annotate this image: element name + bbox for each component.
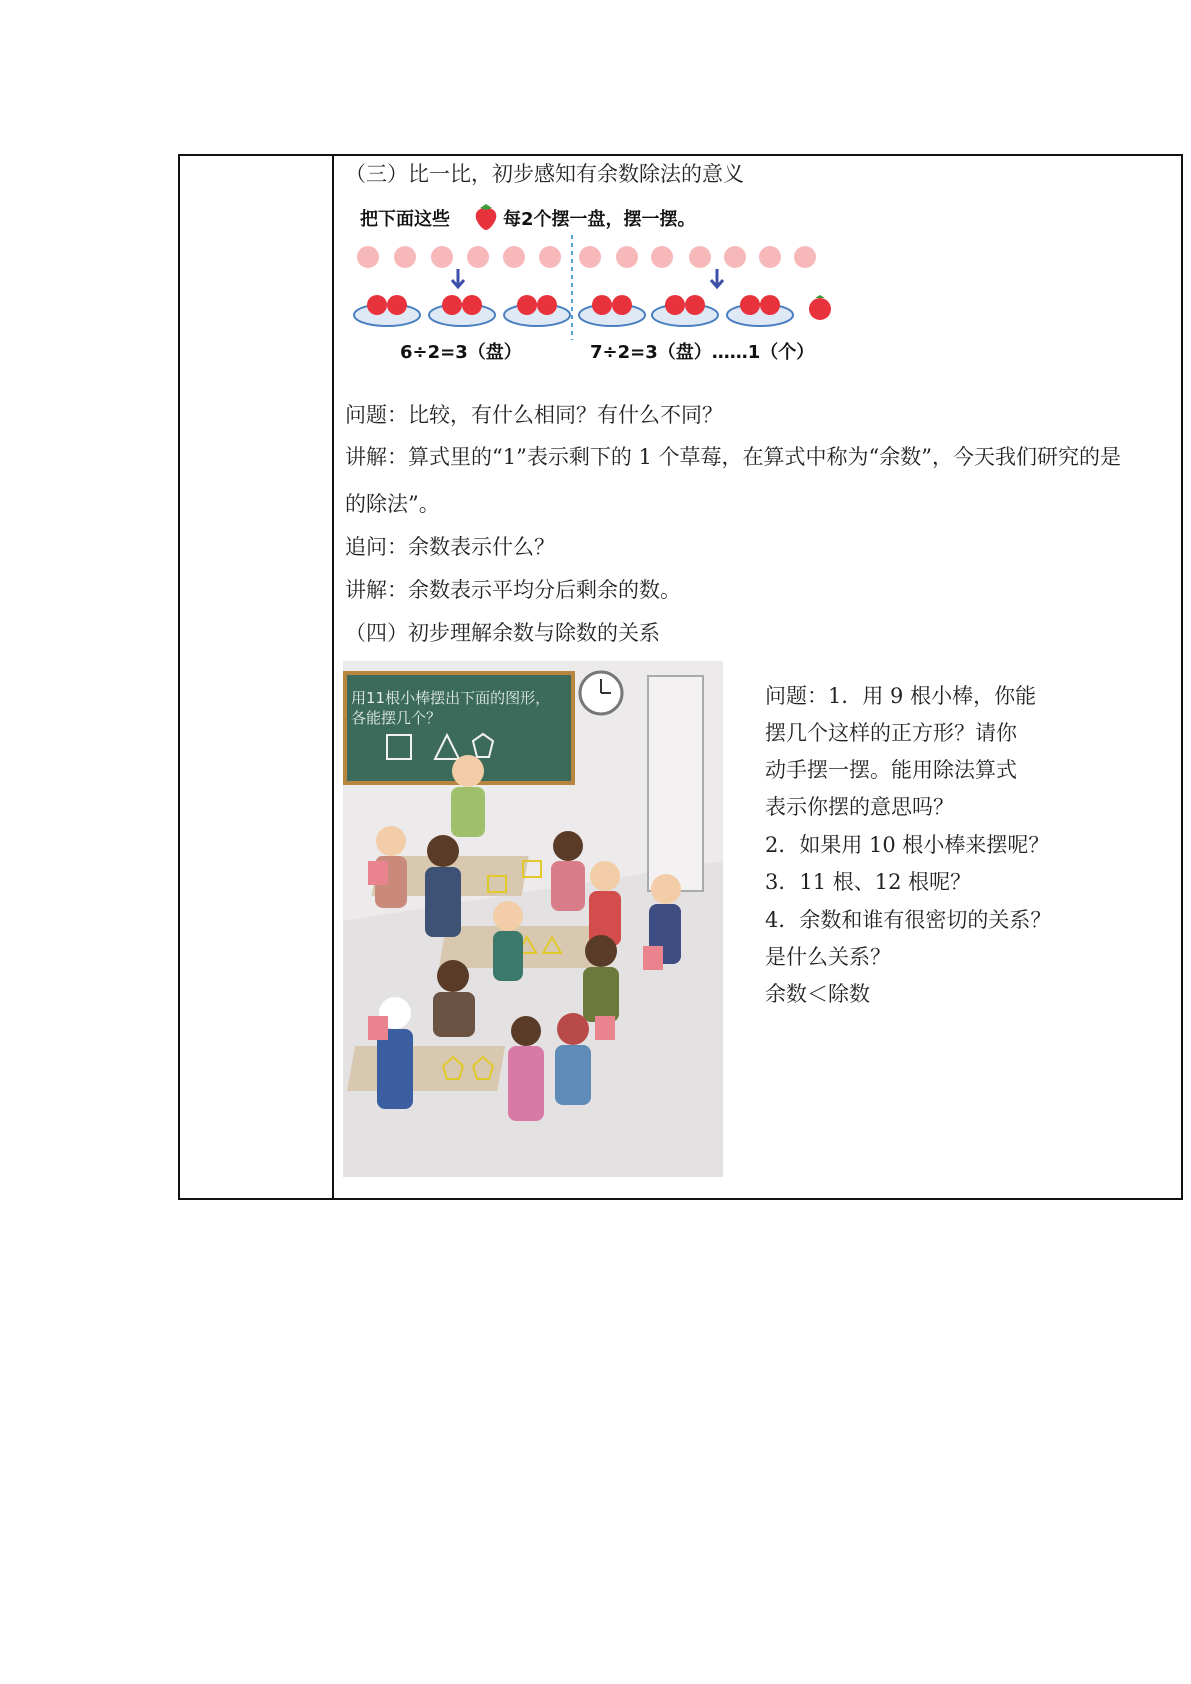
strawberry-faded-13 [794, 246, 816, 268]
child-11 [555, 1013, 591, 1105]
strawberry-faded-5 [503, 246, 525, 268]
plate-5 [652, 295, 718, 326]
plate-2 [429, 295, 495, 326]
strawberry-faded-7 [579, 246, 601, 268]
arrow-down-icon [711, 269, 723, 287]
figure-instruction-pre: 把下面这些 [360, 209, 450, 230]
section3-heading: （三）比一比，初步感知有余数除法的意义 [345, 162, 744, 186]
figure-instruction-post: 每2个摆一盘，摆一摆。 [503, 209, 696, 230]
equation-left: 6÷2=3（盘） [400, 342, 522, 363]
answer-remainder-less-than-divisor: 余数＜除数 [765, 982, 870, 1006]
strawberry-faded-11 [724, 246, 746, 268]
question-line-3: 动手摆一摆。能用除法算式 [765, 758, 1017, 782]
child-2 [425, 835, 461, 937]
child-3 [551, 831, 585, 911]
strawberry-faded-2 [394, 246, 416, 268]
question-line-5: 2．如果用 10 根小棒来摆呢？ [765, 833, 1050, 857]
explain-meaning: 讲解：余数表示平均分后剩余的数。 [345, 578, 681, 602]
child-6 [493, 901, 523, 981]
child-10 [508, 1016, 544, 1121]
strawberry-faded-9 [651, 246, 673, 268]
board-text-line2: 各能摆几个？ [351, 709, 442, 727]
strawberry-faded-6 [539, 246, 561, 268]
explain-remainder-line2: 的除法”。 [345, 492, 440, 516]
plate-3 [504, 295, 570, 326]
plate-1 [354, 295, 420, 326]
board-text-line1: 用11根小棒摆出下面的图形， [351, 689, 551, 707]
strawberry-faded-1 [357, 246, 379, 268]
question-line-8: 是什么关系？ [765, 945, 891, 969]
strawberry-faded-8 [616, 246, 638, 268]
question-compare: 问题：比较，有什么相同？有什么不同？ [345, 403, 723, 427]
question-line-6: 3．11 根、12 根呢？ [765, 870, 972, 894]
classroom-illustration [343, 661, 723, 1177]
question-line-7: 4．余数和谁有很密切的关系？ [765, 908, 1052, 932]
arrow-down-icon [452, 269, 464, 287]
child-teacher-girl [451, 755, 485, 837]
followup-question: 追问：余数表示什么？ [345, 535, 555, 559]
column-divider [332, 156, 334, 1198]
child-7 [583, 935, 619, 1022]
equation-right: 7÷2=3（盘）……1（个） [590, 342, 815, 363]
plate-6 [727, 295, 793, 326]
plate-4 [579, 295, 645, 326]
strawberry-faded-4 [467, 246, 489, 268]
strawberry-faded-10 [689, 246, 711, 268]
explain-remainder-line1: 讲解：算式里的“1”表示剩下的 1 个草莓，在算式中称为“余数”，今天我们研究的是 [345, 445, 1122, 469]
child-9 [377, 997, 413, 1109]
strawberry-faded-3 [431, 246, 453, 268]
child-4 [589, 861, 621, 946]
strawberry-faded-12 [759, 246, 781, 268]
question-line-1: 问题：1．用 9 根小棒，你能 [765, 684, 1037, 708]
question-line-4: 表示你摆的意思吗？ [765, 795, 954, 819]
strawberry-figure [350, 195, 850, 365]
leftover-strawberry [809, 295, 831, 320]
question-line-2: 摆几个这样的正方形？请你 [765, 721, 1017, 745]
section4-heading: （四）初步理解余数与除数的关系 [345, 621, 660, 645]
